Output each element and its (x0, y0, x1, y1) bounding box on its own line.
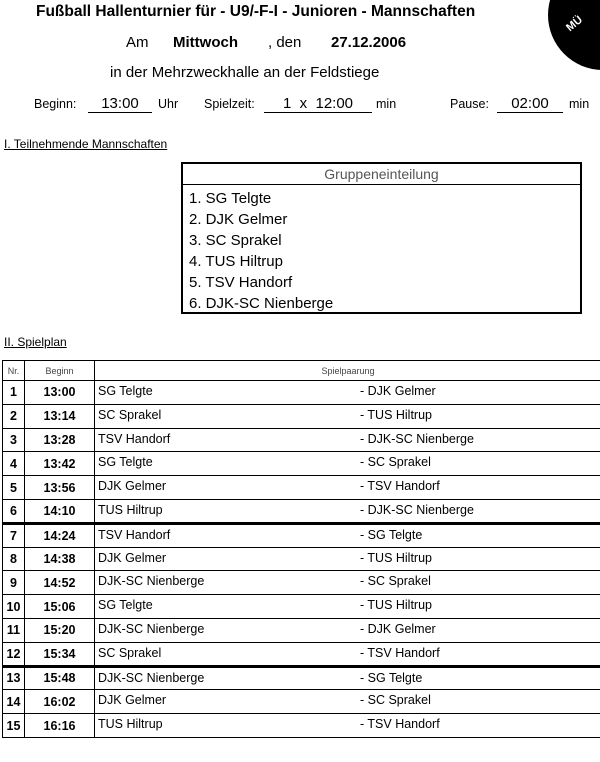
home-team: TUS Hiltrup (98, 717, 163, 732)
den-label: , den (268, 34, 302, 51)
away-team: - DJK-SC Nienberge (360, 431, 474, 446)
away-team: - TUS Hiltrup (360, 598, 433, 613)
beginn-value: 13:00 (88, 95, 152, 113)
home-team: TSV Handorf (98, 527, 171, 542)
col-pairing-header: Spielpaarung (95, 361, 600, 381)
game-time: 15:06 (25, 595, 95, 619)
pause-min-label: min (569, 97, 590, 111)
game-nr: 9 (3, 571, 25, 595)
document-title: Fußball Hallenturnier für - U9/-F-I - Junioren - Mannschaften (36, 3, 476, 20)
game-nr: 7 (3, 523, 25, 547)
home-team: SG Telgte (98, 598, 153, 613)
game-time: 15:48 (25, 666, 95, 690)
game-time: 14:24 (25, 523, 95, 547)
game-nr: 3 (3, 428, 25, 452)
table-row (3, 404, 600, 428)
team-item: 1. SG Telgte (189, 190, 272, 207)
game-nr: 2 (3, 404, 25, 428)
table-row (3, 476, 600, 500)
home-team: TUS Hiltrup (98, 502, 163, 517)
col-nr-header: Nr. (3, 361, 25, 381)
game-nr: 12 (3, 642, 25, 666)
game-nr: 11 (3, 618, 25, 642)
game-pairing (95, 523, 600, 547)
game-nr: 15 (3, 714, 25, 738)
weekday: Mittwoch (173, 34, 238, 51)
game-pairing (95, 690, 600, 714)
home-team: TSV Handorf (98, 431, 171, 446)
away-team: - DJK Gelmer (360, 621, 436, 636)
uhr-label: Uhr (158, 97, 179, 111)
game-pairing (95, 571, 600, 595)
game-time: 16:02 (25, 690, 95, 714)
home-team: DJK-SC Nienberge (98, 574, 205, 589)
table-row (3, 499, 600, 523)
club-seal (548, 0, 600, 70)
home-team: DJK Gelmer (98, 479, 167, 494)
pause-value: 02:00 (497, 95, 563, 113)
spielzeit-field (264, 95, 372, 113)
home-team: SG Telgte (98, 384, 153, 398)
home-team: DJK Gelmer (98, 693, 167, 708)
table-row (3, 666, 600, 690)
spielzeit-x: x (299, 95, 308, 112)
game-nr: 5 (3, 476, 25, 500)
game-time: 13:42 (25, 452, 95, 476)
game-pairing (95, 381, 600, 405)
team-item: 3. SC Sprakel (189, 232, 282, 249)
game-nr: 14 (3, 690, 25, 714)
table-row (3, 547, 600, 571)
game-time: 13:14 (25, 404, 95, 428)
game-time: 13:28 (25, 428, 95, 452)
spielzeit-label: Spielzeit: (204, 97, 255, 111)
game-time: 14:10 (25, 499, 95, 523)
schedule-heading: II. Spielplan (4, 335, 67, 349)
table-row (3, 618, 600, 642)
venue: in der Mehrzweckhalle an der Feldstiege (110, 64, 380, 81)
away-team: - TSV Handorf (360, 717, 440, 732)
pause-label: Pause: (450, 97, 489, 111)
game-pairing (95, 618, 600, 642)
home-team: DJK Gelmer (98, 550, 167, 565)
away-team: - SG Telgte (360, 670, 423, 685)
home-team: SC Sprakel (98, 645, 162, 660)
seal-text: MÜ (564, 13, 585, 35)
game-nr: 10 (3, 595, 25, 619)
home-team: DJK-SC Nienberge (98, 670, 205, 685)
game-time: 14:52 (25, 571, 95, 595)
event-date: 27.12.2006 (331, 34, 407, 51)
away-team: - TSV Handorf (360, 645, 440, 660)
game-pairing (95, 595, 600, 619)
schedule-body (3, 381, 600, 738)
team-item: 4. TUS Hiltrup (189, 253, 283, 270)
away-team: - SC Sprakel (360, 693, 431, 708)
team-item: 2. DJK Gelmer (189, 211, 288, 228)
game-nr: 13 (3, 666, 25, 690)
home-team: DJK-SC Nienberge (98, 621, 205, 636)
table-row (3, 381, 600, 405)
away-team: - TUS Hiltrup (360, 550, 433, 565)
col-begin-header: Beginn (25, 361, 95, 381)
game-pairing (95, 666, 600, 690)
game-pairing (95, 499, 600, 523)
game-time: 15:20 (25, 618, 95, 642)
game-time: 16:16 (25, 714, 95, 738)
away-team: - TUS Hiltrup (360, 407, 433, 422)
am-label: Am (126, 34, 149, 51)
game-pairing (95, 452, 600, 476)
table-row (3, 595, 600, 619)
game-pairing (95, 404, 600, 428)
away-team: - TSV Handorf (360, 479, 440, 494)
home-team: SG Telgte (98, 455, 153, 470)
team-item: 5. TSV Handorf (189, 274, 293, 291)
game-time: 14:38 (25, 547, 95, 571)
team-item: 6. DJK-SC Nienberge (189, 295, 334, 312)
table-row (3, 690, 600, 714)
away-team: - SC Sprakel (360, 455, 431, 470)
table-row (3, 428, 600, 452)
group-box (181, 162, 582, 314)
game-time: 15:34 (25, 642, 95, 666)
teams-heading: I. Teilnehmende Mannschaften (4, 137, 168, 151)
team-list (189, 188, 580, 314)
table-row (3, 523, 600, 547)
away-team: - DJK-SC Nienberge (360, 502, 474, 517)
table-row (3, 452, 600, 476)
schedule-header-row (3, 361, 600, 381)
away-team: - SC Sprakel (360, 574, 431, 589)
game-time: 13:00 (25, 381, 95, 405)
game-pairing (95, 428, 600, 452)
game-nr: 6 (3, 499, 25, 523)
game-pairing (95, 642, 600, 666)
table-row (3, 642, 600, 666)
table-row (3, 714, 600, 738)
min-label: min (376, 97, 397, 111)
group-box-title: Gruppeneinteilung (183, 164, 580, 185)
game-pairing (95, 476, 600, 500)
away-team: - DJK Gelmer (360, 384, 436, 398)
game-nr: 4 (3, 452, 25, 476)
away-team: - SG Telgte (360, 527, 423, 542)
game-time: 13:56 (25, 476, 95, 500)
spielzeit-value: 12:00 (315, 95, 354, 112)
beginn-label: Beginn: (34, 97, 77, 111)
schedule-table (2, 360, 600, 738)
spielzeit-count: 1 (282, 95, 292, 112)
game-nr: 8 (3, 547, 25, 571)
game-pairing (95, 714, 600, 738)
home-team: SC Sprakel (98, 407, 162, 422)
game-pairing (95, 547, 600, 571)
table-row (3, 571, 600, 595)
game-nr: 1 (3, 381, 25, 405)
